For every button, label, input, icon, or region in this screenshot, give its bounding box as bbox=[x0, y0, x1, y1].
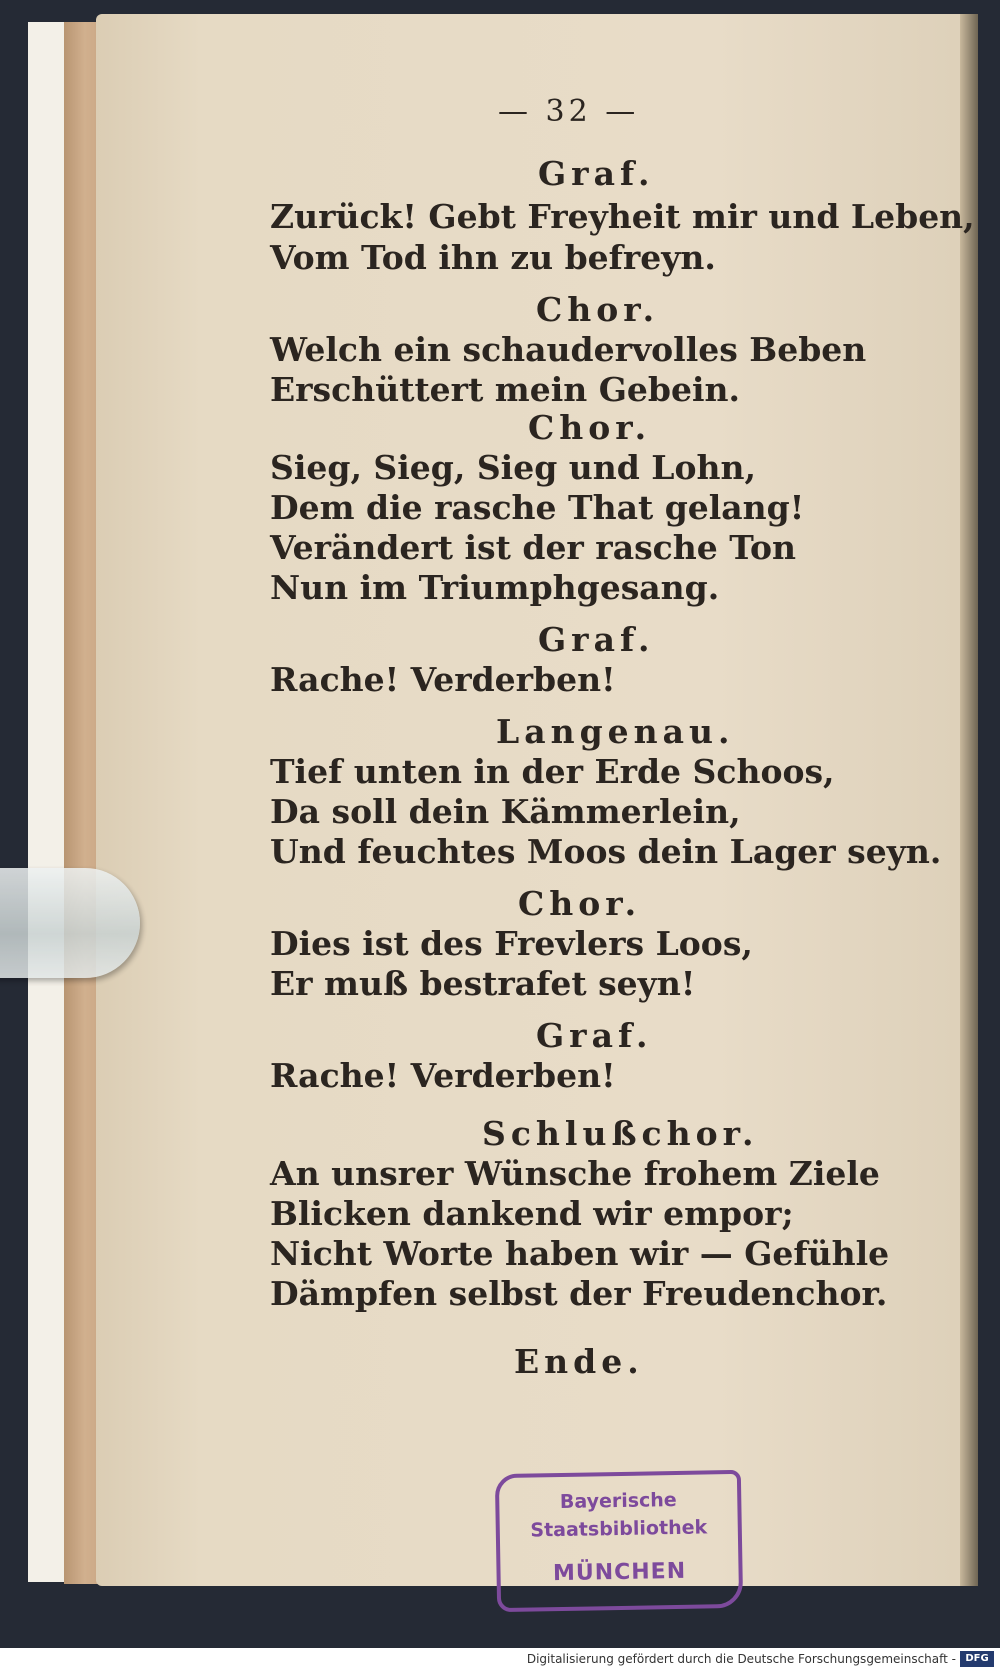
speaker-heading: Chor. bbox=[528, 408, 652, 447]
verse-line: Vom Tod ihn zu befreyn. bbox=[270, 238, 716, 277]
speaker-heading: Langenau. bbox=[496, 712, 735, 751]
speaker-heading: Graf. bbox=[538, 154, 655, 193]
verse-line: Zurück! Gebt Freyheit mir und Leben, bbox=[270, 197, 975, 236]
verse-line: Und feuchtes Moos dein Lager seyn. bbox=[270, 832, 942, 871]
page-number: — 32 — bbox=[498, 94, 640, 129]
verse-line: Blicken dankend wir empor; bbox=[270, 1194, 794, 1233]
speaker-heading: Graf. bbox=[538, 620, 655, 659]
verse-line: Tief unten in der Erde Schoos, bbox=[270, 752, 835, 791]
stamp-line: Bayerische bbox=[559, 1488, 677, 1514]
speaker-heading: Schlußchor. bbox=[482, 1114, 759, 1153]
verse-line: Dem die rasche That gelang! bbox=[270, 488, 805, 527]
verse-line: Nun im Triumphgesang. bbox=[270, 568, 720, 607]
verse-line: Er muß bestrafet seyn! bbox=[270, 964, 696, 1003]
verse-line: Verändert ist der rasche Ton bbox=[270, 528, 797, 567]
dfg-logo-icon: DFG bbox=[960, 1651, 994, 1667]
speaker-heading: Chor. bbox=[518, 884, 642, 923]
verse-line: Dies ist des Frevlers Loos, bbox=[270, 924, 753, 963]
speaker-heading: Graf. bbox=[536, 1016, 653, 1055]
stamp-line: Staatsbibliothek bbox=[530, 1516, 708, 1542]
closing-word: Ende. bbox=[514, 1342, 644, 1381]
verse-line: Rache! Verderben! bbox=[270, 660, 616, 699]
library-stamp bbox=[495, 1470, 743, 1612]
book-clip bbox=[0, 868, 140, 978]
verse-line: Welch ein schaudervolles Beben bbox=[270, 330, 867, 369]
verse-line: Erschüttert mein Gebein. bbox=[270, 370, 740, 409]
verse-line: Rache! Verderben! bbox=[270, 1056, 616, 1095]
verse-line: Nicht Worte haben wir — Gefühle bbox=[270, 1234, 890, 1273]
verse-line: Da soll dein Kämmerlein, bbox=[270, 792, 741, 831]
speaker-heading: Chor. bbox=[536, 290, 660, 329]
verse-line: Sieg, Sieg, Sieg und Lohn, bbox=[270, 448, 756, 487]
stamp-line: MÜNCHEN bbox=[552, 1558, 687, 1587]
footer-credit: Digitalisierung gefördert durch die Deutsche Forschungsgemeinschaft - bbox=[526, 1652, 956, 1666]
page-shadow bbox=[960, 14, 978, 1586]
verse-line: An unsrer Wünsche frohem Ziele bbox=[270, 1154, 880, 1193]
verse-line: Dämpfen selbst der Freudenchor. bbox=[270, 1274, 888, 1313]
